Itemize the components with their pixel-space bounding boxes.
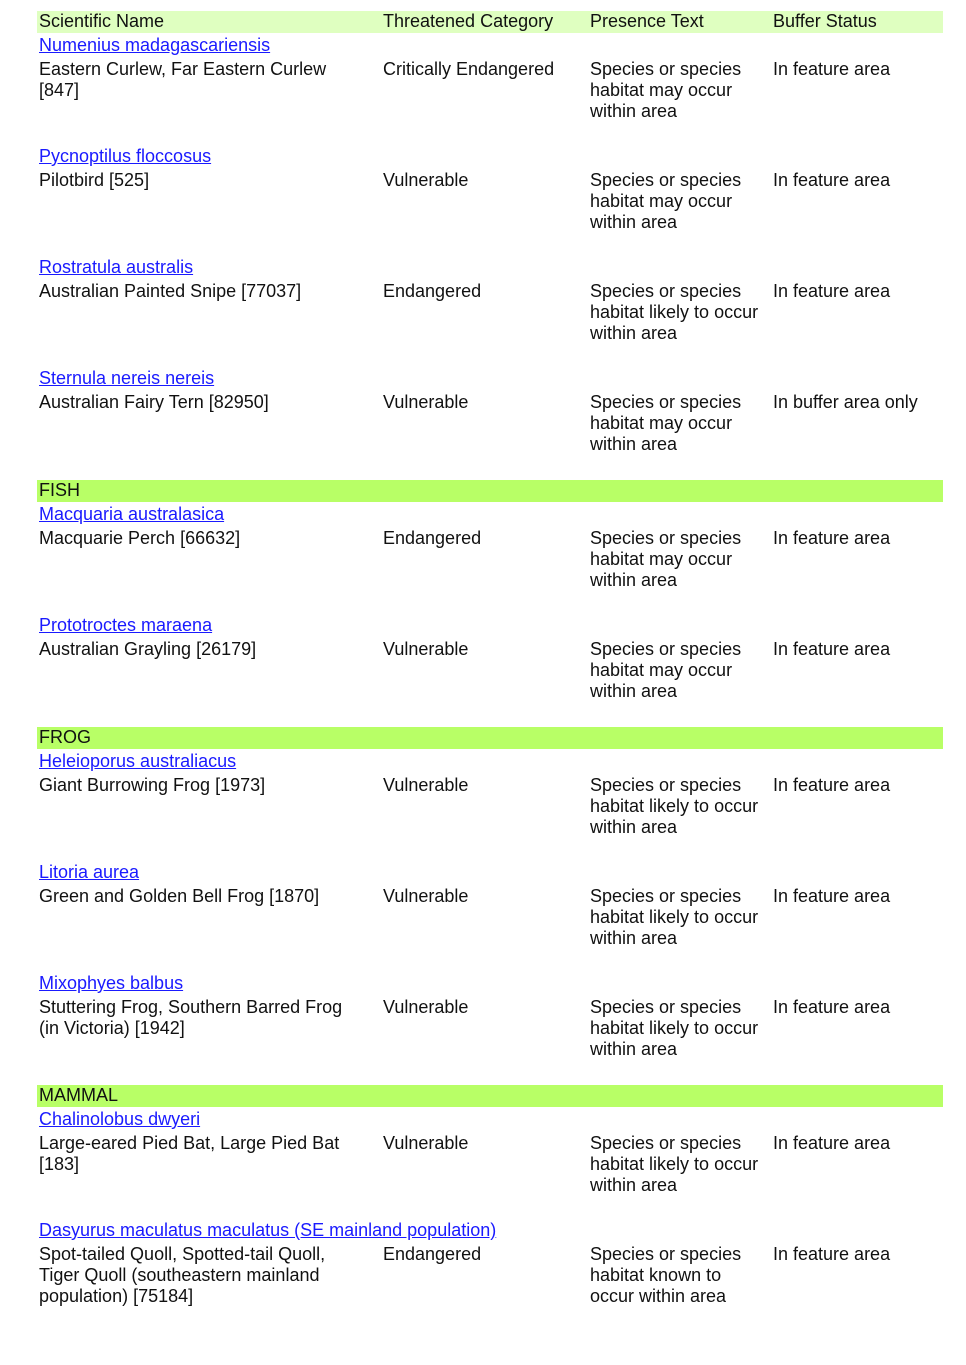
common-name: Australian Grayling [26179]: [39, 639, 257, 659]
presence-text: habitat likely to occur: [590, 1154, 759, 1174]
presence-text: within area: [590, 1039, 678, 1059]
common-name: [183]: [39, 1154, 80, 1174]
group-header-bar: [37, 1085, 943, 1107]
presence-text: Species or species: [590, 528, 742, 548]
presence-text: within area: [590, 681, 678, 701]
buffer-status: In feature area: [773, 1244, 891, 1264]
presence-text: Species or species: [590, 170, 742, 190]
threatened-category: Vulnerable: [383, 639, 469, 659]
group-header-bar: [37, 480, 943, 502]
common-name: [847]: [39, 80, 80, 100]
scientific-name-link[interactable]: Sternula nereis nereis: [39, 368, 215, 388]
group-header-mammal: MAMMAL: [39, 1085, 119, 1105]
presence-text: within area: [590, 323, 678, 343]
common-name: Australian Fairy Tern [82950]: [39, 392, 269, 412]
scientific-name-link[interactable]: Rostratula australis: [39, 257, 194, 277]
common-name: Tiger Quoll (southeastern mainland: [39, 1265, 320, 1285]
threatened-category: Vulnerable: [383, 886, 469, 906]
buffer-status: In feature area: [773, 997, 891, 1017]
buffer-status: In buffer area only: [773, 392, 918, 412]
presence-text: habitat may occur: [590, 413, 733, 433]
presence-text: occur within area: [590, 1286, 727, 1306]
column-header-buffer-status: Buffer Status: [773, 11, 877, 31]
threatened-category: Endangered: [383, 1244, 482, 1264]
common-name: Eastern Curlew, Far Eastern Curlew: [39, 59, 327, 79]
common-name: population) [75184]: [39, 1286, 194, 1306]
buffer-status: In feature area: [773, 170, 891, 190]
presence-text: within area: [590, 434, 678, 454]
presence-text: habitat may occur: [590, 191, 733, 211]
presence-text: within area: [590, 928, 678, 948]
presence-text: Species or species: [590, 392, 742, 412]
common-name: (in Victoria) [1942]: [39, 1018, 185, 1038]
common-name: Large-eared Pied Bat, Large Pied Bat: [39, 1133, 340, 1153]
group-header-frog: FROG: [39, 727, 91, 747]
presence-text: within area: [590, 817, 678, 837]
presence-text: Species or species: [590, 997, 742, 1017]
presence-text: within area: [590, 212, 678, 232]
buffer-status: In feature area: [773, 639, 891, 659]
scientific-name-link[interactable]: Prototroctes maraena: [39, 615, 213, 635]
column-header-threatened-category: Threatened Category: [383, 11, 554, 31]
buffer-status: In feature area: [773, 886, 891, 906]
scientific-name-link[interactable]: Macquaria australasica: [39, 504, 225, 524]
scientific-name-link[interactable]: Mixophyes balbus: [39, 973, 184, 993]
scientific-name-link[interactable]: Dasyurus maculatus maculatus (SE mainland population): [39, 1220, 497, 1240]
presence-text: habitat may occur: [590, 549, 733, 569]
threatened-category: Vulnerable: [383, 1133, 469, 1153]
threatened-category: Vulnerable: [383, 775, 469, 795]
threatened-category: Vulnerable: [383, 392, 469, 412]
common-name: Stuttering Frog, Southern Barred Frog: [39, 997, 343, 1017]
common-name: Australian Painted Snipe [77037]: [39, 281, 302, 301]
threatened-category: Endangered: [383, 528, 482, 548]
threatened-category: Vulnerable: [383, 997, 469, 1017]
scientific-name-link[interactable]: Numenius madagascariensis: [39, 35, 271, 55]
group-header-fish: FISH: [39, 480, 81, 500]
presence-text: within area: [590, 570, 678, 590]
presence-text: habitat likely to occur: [590, 302, 759, 322]
threatened-category: Endangered: [383, 281, 482, 301]
scientific-name-link[interactable]: Pycnoptilus floccosus: [39, 146, 212, 166]
scientific-name-link[interactable]: Litoria aurea: [39, 862, 140, 882]
common-name: Pilotbird [525]: [39, 170, 150, 190]
presence-text: Species or species: [590, 281, 742, 301]
common-name: Green and Golden Bell Frog [1870]: [39, 886, 320, 906]
presence-text: Species or species: [590, 775, 742, 795]
threatened-category: Critically Endangered: [383, 59, 555, 79]
common-name: Giant Burrowing Frog [1973]: [39, 775, 266, 795]
presence-text: habitat may occur: [590, 660, 733, 680]
threatened-category: Vulnerable: [383, 170, 469, 190]
buffer-status: In feature area: [773, 281, 891, 301]
group-header-bar: [37, 727, 943, 749]
presence-text: Species or species: [590, 639, 742, 659]
presence-text: habitat likely to occur: [590, 796, 759, 816]
presence-text: Species or species: [590, 1133, 742, 1153]
presence-text: Species or species: [590, 59, 742, 79]
common-name: Macquarie Perch [66632]: [39, 528, 241, 548]
buffer-status: In feature area: [773, 59, 891, 79]
presence-text: habitat known to: [590, 1265, 722, 1285]
presence-text: within area: [590, 1175, 678, 1195]
column-header-scientific-name: Scientific Name: [39, 11, 165, 31]
buffer-status: In feature area: [773, 528, 891, 548]
column-header-presence-text: Presence Text: [590, 11, 704, 31]
buffer-status: In feature area: [773, 1133, 891, 1153]
presence-text: habitat may occur: [590, 80, 733, 100]
scientific-name-link[interactable]: Heleioporus australiacus: [39, 751, 237, 771]
buffer-status: In feature area: [773, 775, 891, 795]
presence-text: within area: [590, 101, 678, 121]
scientific-name-link[interactable]: Chalinolobus dwyeri: [39, 1109, 201, 1129]
presence-text: Species or species: [590, 886, 742, 906]
common-name: Spot-tailed Quoll, Spotted-tail Quoll,: [39, 1244, 326, 1264]
presence-text: habitat likely to occur: [590, 907, 759, 927]
presence-text: Species or species: [590, 1244, 742, 1264]
presence-text: habitat likely to occur: [590, 1018, 759, 1038]
